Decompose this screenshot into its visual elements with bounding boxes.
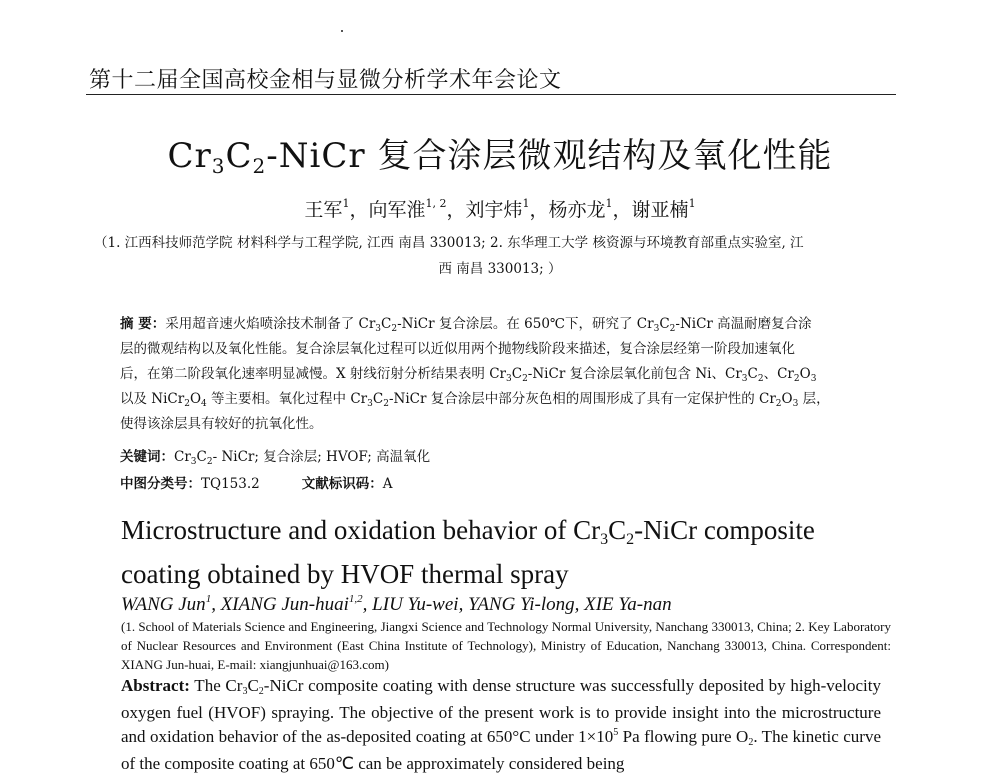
abstract-cn-line: 摘 要：采用超音速火焰喷涂技术制备了 $Cr_3C_2$-NiCr 复合涂层。在 650℃下，研究了 $Cr_3C_2$-NiCr 高温耐磨复合涂: [120, 316, 812, 334]
doc-code-value: A: [382, 476, 393, 492]
abstract-cn-line: 层的微观结构以及氧化性能。复合涂层氧化过程可以近似用两个抛物线阶段来描述，复合涂层经第一阶段加速氧化: [120, 341, 795, 357]
classification-label: 中图分类号：: [120, 476, 201, 492]
author: XIE Ya-nan: [584, 594, 672, 615]
english-authors: WANG Jun$^1$, XIANG Jun-huai$^{1,2}$, LIU Yu-wei, YANG Yi-long, XIE Ya-nan: [121, 593, 672, 615]
author: 向军淮: [368, 199, 426, 221]
author: 谢亚楠: [631, 199, 689, 221]
keywords-cn: 关键词：$Cr_3C_2-$ NiCr; 复合涂层; HVOF; 高温氧化: [120, 449, 431, 467]
abstract-cn-line: 以及 $NiCr_2O_4$ 等主要相。氧化过程中 $Cr_3C_2$-NiCr 复合涂层中部分灰色相的周围形成了具有一定保护性的 $Cr_2O_3$ 层，: [120, 391, 830, 409]
classification-line: [120, 472, 392, 492]
author: 王军: [304, 199, 343, 221]
author-list: 王军$^1$，向军淮$^{1, 2}$，刘宇炜$^1$，杨亦龙$^1$，谢亚楠$^1$: [304, 197, 696, 221]
scan-speck: [341, 30, 343, 32]
author: 杨亦龙: [548, 199, 606, 221]
classification-value: TQ153.2: [201, 476, 260, 492]
author: LIU Yu-wei: [372, 594, 459, 615]
keywords-label: 关键词：: [120, 449, 174, 465]
abstract-label: Abstract:: [121, 676, 190, 695]
abstract-cn-line: 后，在第二阶段氧化速率明显减慢。X 射线衍射分析结果表明 $Cr_3C_2$-NiCr 复合涂层氧化前包含 Ni、$Cr_3C_2$、$Cr_2O_3$: [120, 366, 817, 384]
paper-title: $Cr_3C_2$-NiCr 复合涂层微观结构及氧化性能: [167, 136, 833, 178]
affiliation-line: （1. 江西科技师范学院 材料科学与工程学院, 江西 南昌 330013; 2. 东华理工大学 核资源与环境教育部重点实验室, 江: [94, 235, 804, 251]
author: WANG Jun: [121, 594, 206, 615]
author: XIANG Jun-huai: [220, 594, 349, 615]
english-title: Microstructure and oxidation behavior of $Cr_3C_2$-NiCr composite coating obtained by HVOF thermal spray: [121, 515, 815, 589]
english-abstract: Abstract: The $Cr_3C_2$-NiCr composite coating with dense structure was successfully deposited by high-velocity oxygen fuel (HVOF) spraying. The objective of the present work is to provide insight into the microstructure and oxidation behavior of the as-deposited coating at 650°C under $1\times 10^5$ Pa flowing pure $O_2$. The kinetic curve of the composite coating at 650℃ can be approximately considered being: [121, 676, 882, 773]
doc-code-label: 文献标识码：: [301, 476, 383, 492]
abstract-cn-line: 使得该涂层具有较好的抗氧化性。: [120, 416, 323, 432]
english-affiliation: (1. School of Materials Science and Engineering, Jiangxi Science and Technology Normal University, Nanchang 330013, China; 2. Key Laboratory of Nuclear Resources and Environment (East China Institute of Technology), Ministry of Education, Nanchang 330013, China. Correspondent: XIANG Jun-huai, E-mail: xiangjunhuai@163.com): [121, 619, 891, 672]
author: 刘宇炜: [465, 199, 523, 221]
author: YANG Yi-long: [468, 594, 575, 615]
header-rule: [86, 94, 896, 95]
running-header: 第十二届全国高校金相与显微分析学术年会论文: [89, 68, 562, 93]
abstract-cn-label: 摘 要：: [120, 316, 166, 332]
affiliation-line: 西 南昌 330013; ）: [438, 261, 562, 277]
